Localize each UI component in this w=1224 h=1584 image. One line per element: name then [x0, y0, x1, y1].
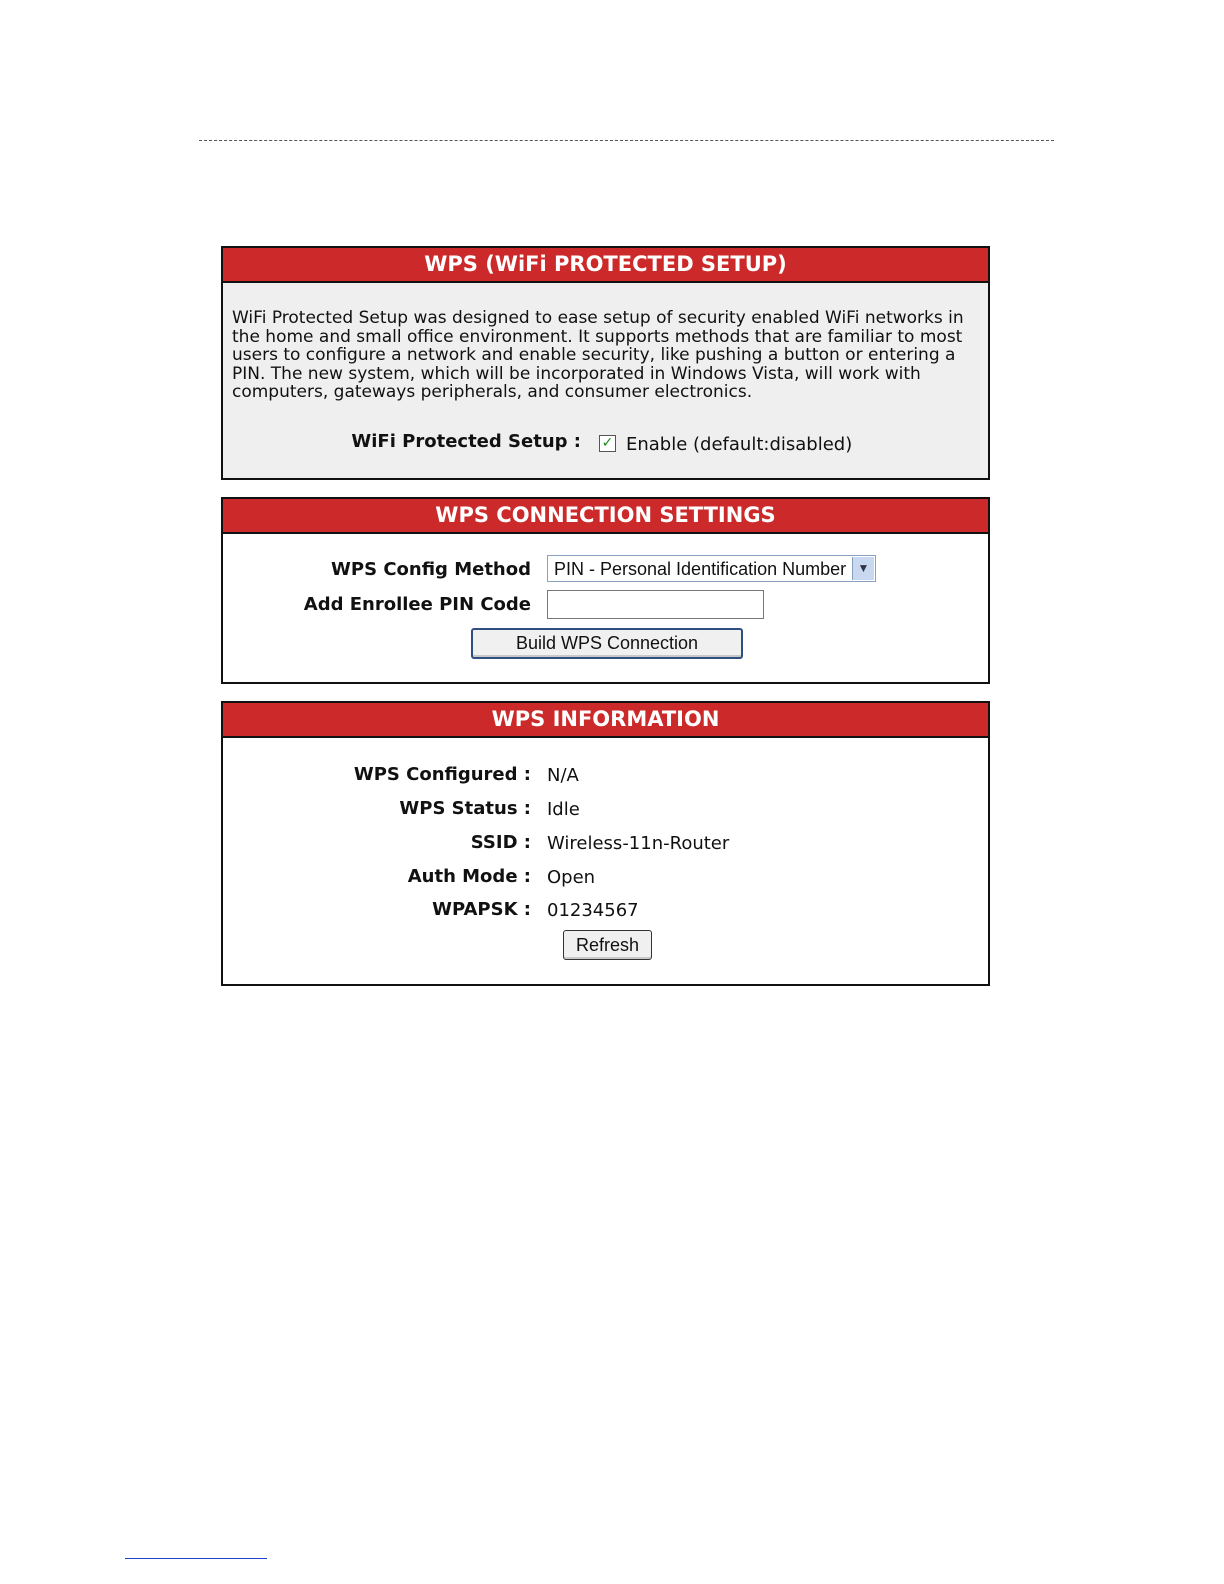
enrollee-pin-input[interactable] — [547, 590, 764, 619]
wps-setup-panel — [221, 246, 990, 480]
wps-enable-label[interactable]: Enable (default:disabled) — [626, 434, 853, 455]
auth-mode-value: Open — [547, 867, 596, 888]
wps-configured-label: WPS Configured : — [353, 764, 531, 785]
wps-configured-value: N/A — [547, 765, 579, 786]
wifi-protected-setup-label: WiFi Protected Setup : — [351, 431, 581, 452]
wps-information-panel — [221, 701, 990, 986]
auth-mode-label: Auth Mode : — [407, 866, 531, 887]
wps-connection-title: WPS CONNECTION SETTINGS — [223, 499, 988, 534]
build-wps-connection-button[interactable]: Build WPS Connection — [471, 628, 743, 659]
top-divider — [199, 140, 1054, 141]
wps-setup-title: WPS (WiFi PROTECTED SETUP) — [223, 248, 988, 283]
footer-link-underline — [125, 1558, 267, 1559]
refresh-button[interactable]: Refresh — [563, 930, 652, 960]
config-method-value: PIN - Personal Identification Number — [554, 559, 847, 579]
chevron-down-icon[interactable]: ▼ — [852, 557, 874, 580]
wps-enable-checkbox[interactable] — [599, 435, 616, 452]
wps-status-value: Idle — [547, 799, 580, 820]
ssid-value: Wireless-11n-Router — [547, 833, 730, 854]
check-icon: ✓ — [601, 435, 614, 451]
wps-status-label: WPS Status : — [399, 798, 531, 819]
wpapsk-label: WPAPSK : — [432, 899, 531, 920]
wpapsk-value: 01234567 — [547, 900, 639, 921]
wps-information-title: WPS INFORMATION — [223, 703, 988, 738]
config-method-label: WPS Config Method — [331, 559, 531, 580]
wps-connection-panel — [221, 497, 990, 684]
wps-description: WiFi Protected Setup was designed to ease setup of security enabled WiFi networks in the home and small office environment. It supports methods that are familiar to most users to configure a network and enable security, like pushing a button or entering a PIN. The new system, which will be incorporated in Windows Vista, will work with computers, gateways peripherals, and consumer electronics. — [232, 308, 964, 402]
ssid-label: SSID : — [470, 832, 531, 853]
config-method-select[interactable] — [547, 555, 876, 582]
enrollee-pin-label: Add Enrollee PIN Code — [303, 594, 531, 615]
